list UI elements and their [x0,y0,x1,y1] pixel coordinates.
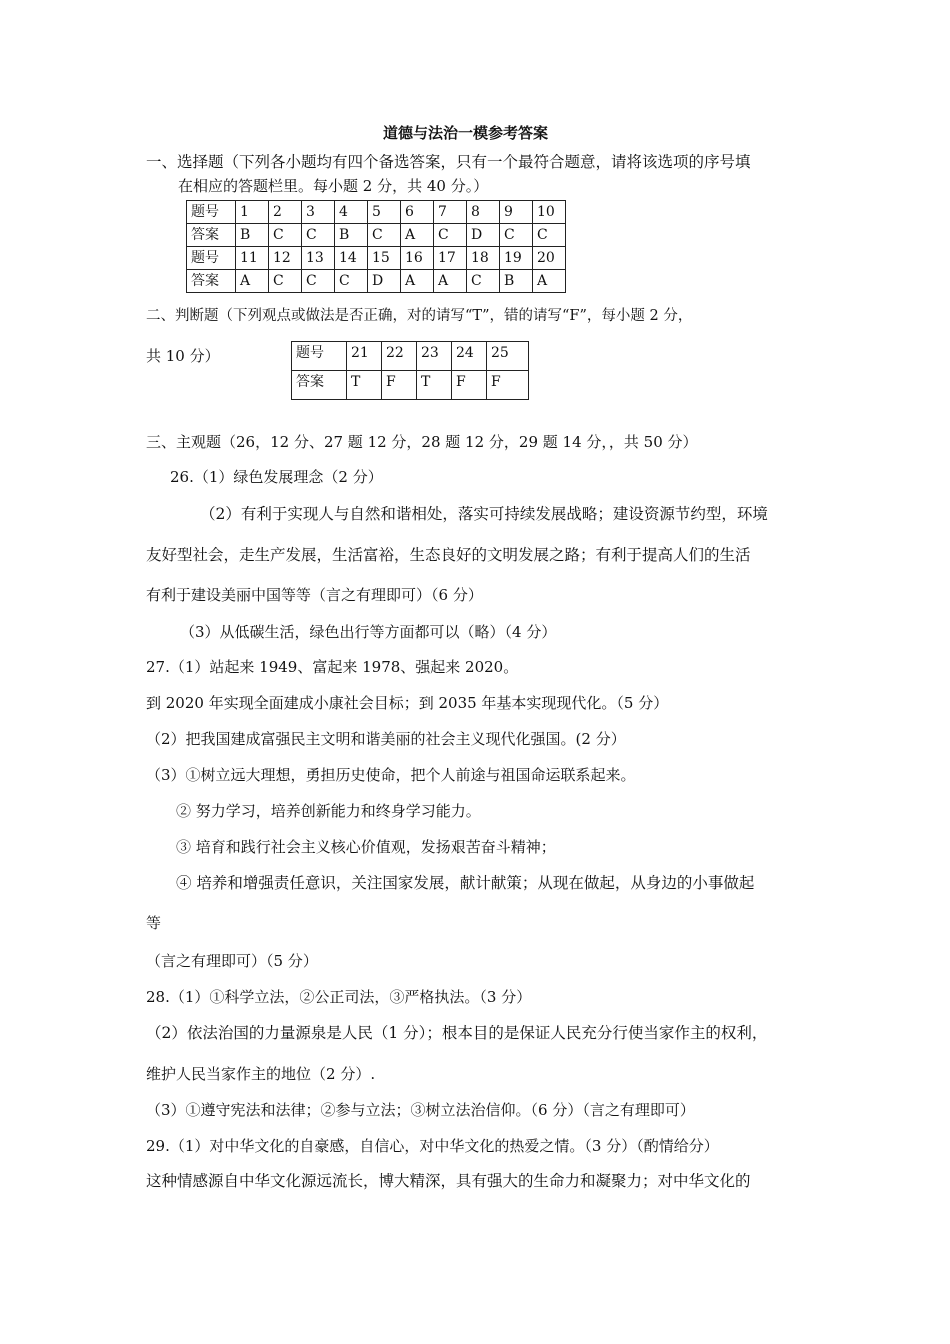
answer-cell: C [335,270,368,293]
answer-line: （3）从低碳生活，绿色出行等方面都可以（略）（4 分） [180,623,557,641]
answer-line: 等 [146,914,162,932]
section2-instruction-line1: 二、判断题（下列观点或做法是否正确，对的请写“T”，错的请写“F”，每小题 2 分， [146,308,693,324]
question-number: 8 [467,201,500,224]
answer-cell: C [434,224,467,247]
answer-cell: C [302,224,335,247]
answer-line: （言之有理即可）（5 分） [146,952,318,970]
answer-cell: C [467,270,500,293]
answer-cell: C [269,224,302,247]
row-label: 答案 [292,371,347,400]
question-number: 23 [417,342,452,371]
answer-cell: C [302,270,335,293]
answer-cell: F [487,371,529,400]
question-number: 16 [401,247,434,270]
question-number: 25 [487,342,529,371]
answer-cell: C [368,224,401,247]
section1-instruction-line2: 在相应的答题栏里。每小题 2 分，共 40 分。） [178,177,489,195]
answer-cell: C [269,270,302,293]
page-title: 道德与法治一模参考答案 [383,124,549,142]
answer-cell: F [452,371,487,400]
answer-line: （2）把我国建成富强民主文明和谐美丽的社会主义现代化强国。(2 分） [146,730,626,748]
question-number: 13 [302,247,335,270]
question-number: 9 [500,201,533,224]
answer-cell: F [382,371,417,400]
question-number: 10 [533,201,566,224]
question-number: 2 [269,201,302,224]
answer-line: 到 2020 年实现全面建成小康社会目标；到 2035 年基本实现现代化。（5 分） [146,694,669,712]
answer-cell: B [335,224,368,247]
answer-line: 有利于建设美丽中国等等（言之有理即可）（6 分） [146,586,483,604]
answer-line: 26.（1）绿色发展理念（2 分） [170,468,383,486]
answer-cell: A [533,270,566,293]
answer-cell: A [401,270,434,293]
question-number: 18 [467,247,500,270]
question-number: 15 [368,247,401,270]
table-row [187,270,566,293]
answer-cell: T [347,371,382,400]
table-row [292,371,529,400]
answer-line: 友好型社会，走生产发展，生活富裕，生态良好的文明发展之路；有利于提高人们的生活 [146,546,751,564]
table-row [187,224,566,247]
question-number: 5 [368,201,401,224]
answer-line: （2）有利于实现人与自然和谐相处，落实可持续发展战略；建设资源节约型，环境 [200,505,768,523]
choice-answer-table [186,200,566,293]
answer-cell: C [533,224,566,247]
question-number: 1 [236,201,269,224]
question-number: 7 [434,201,467,224]
answer-cell: A [401,224,434,247]
table-row [292,342,529,371]
question-number: 22 [382,342,417,371]
table-row [187,201,566,224]
answer-line: （2）依法治国的力量源泉是人民（1 分）；根本目的是保证人民充分行使当家作主的权利， [146,1024,768,1042]
question-number: 4 [335,201,368,224]
answer-cell: A [434,270,467,293]
question-number: 3 [302,201,335,224]
answer-cell: A [236,270,269,293]
answer-cell: D [368,270,401,293]
section3-heading: 三、主观题（26，12 分、27 题 12 分，28 题 12 分，29 题 14 分，，共 50 分） [146,433,698,451]
question-number: 17 [434,247,467,270]
answer-cell: D [467,224,500,247]
question-number: 14 [335,247,368,270]
question-number: 12 [269,247,302,270]
row-label: 答案 [187,224,236,247]
answer-line: （3）①树立远大理想，勇担历史使命，把个人前途与祖国命运联系起来。 [146,766,636,784]
answer-line: 29.（1）对中华文化的自豪感，自信心，对中华文化的热爱之情。（3 分）（酌情给分） [146,1137,719,1155]
answer-cell: B [500,270,533,293]
answer-cell: C [500,224,533,247]
question-number: 11 [236,247,269,270]
question-number: 20 [533,247,566,270]
answer-cell: T [417,371,452,400]
answer-line: 27.（1）站起来 1949、富起来 1978、强起来 2020。 [146,658,519,676]
row-label: 题号 [187,247,236,270]
answer-line: 这种情感源自中华文化源远流长，博大精深，具有强大的生命力和凝聚力；对中华文化的 [146,1172,751,1190]
row-label: 题号 [292,342,347,371]
answer-line: 28.（1）①科学立法，②公正司法，③严格执法。（3 分） [146,988,532,1006]
section1-instruction-line1: 一、选择题（下列各小题均有四个备选答案，只有一个最符合题意，请将该选项的序号填 [146,153,751,171]
answer-line: ③ 培育和践行社会主义核心价值观，发扬艰苦奋斗精神； [176,838,556,856]
answer-line: ② 努力学习，培养创新能力和终身学习能力。 [176,802,481,820]
judgment-answer-table [291,341,529,400]
question-number: 6 [401,201,434,224]
section2-instruction-line2: 共 10 分） [146,347,220,365]
answer-line: （3）①遵守宪法和法律；②参与立法；③树立法治信仰。（6 分）（言之有理即可） [146,1101,695,1119]
question-number: 21 [347,342,382,371]
answer-line: 维护人民当家作主的地位（2 分）. [146,1065,376,1083]
row-label: 答案 [187,270,236,293]
answer-line: ④ 培养和增强责任意识，关注国家发展，献计献策；从现在做起，从身边的小事做起 [176,874,755,892]
question-number: 19 [500,247,533,270]
question-number: 24 [452,342,487,371]
table-row [187,247,566,270]
answer-cell: B [236,224,269,247]
row-label: 题号 [187,201,236,224]
